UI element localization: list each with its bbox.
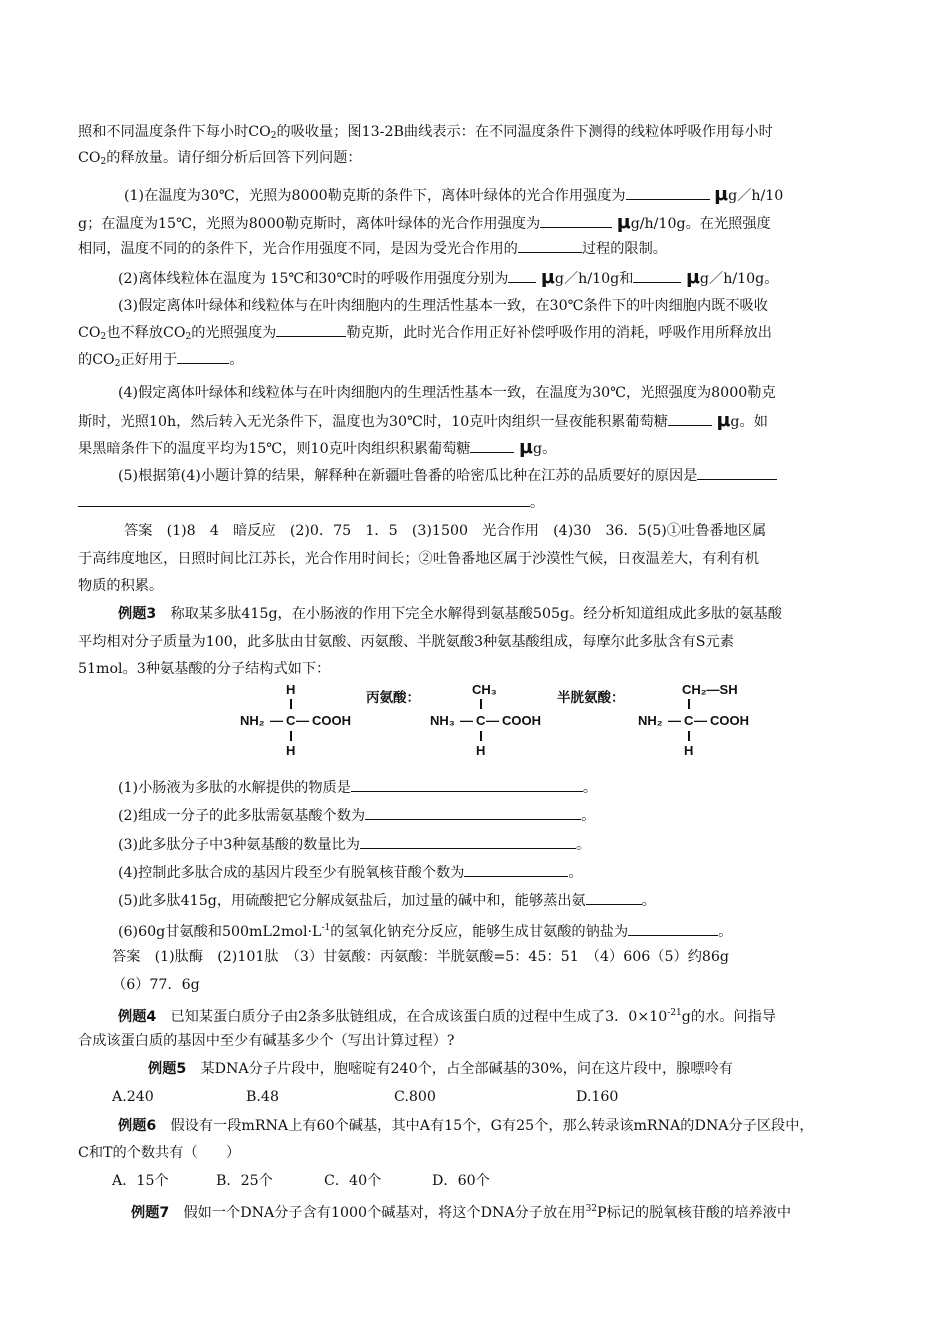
text-line: 平均相对分子质量为100，此多肽由甘氨酸、丙氨酸、半胱氨酸3种氨基酸组成，每摩尔此多肽含有S元素 (78, 634, 734, 650)
answer-blank (633, 268, 681, 283)
option: A.240 (112, 1089, 154, 1105)
glycine-structure: H NH₂ — C — COOH H (240, 682, 351, 758)
answer-line: 答案 (1)8 4 暗反应 (2)0．75 1．5 (3)1500 光合作用 (4)30 36．5(5)①吐鲁番地区属 (124, 523, 767, 539)
answer-blank (508, 268, 536, 283)
text-line: 斯时，光照10h，然后转入无光条件下，温度也为30℃时，10克叶肉组织一昼夜能积累葡萄糖 μg。如 (78, 409, 768, 431)
option: C.800 (394, 1089, 436, 1105)
option: B．25个 (216, 1173, 273, 1189)
text-line: 果黑暗条件下的温度平均为15℃，则10克叶肉组织积累葡萄糖 μg。 (78, 436, 557, 458)
cysteine-structure: CH₂—SH NH₂ — C — COOH H (638, 682, 749, 758)
question-1-line: (1)在温度为30℃，光照为8000勒克斯的条件下，离体叶绿体的光合作用强度为 μg／h/10 (124, 183, 784, 205)
text-line: C和T的个数共有（ ） (78, 1145, 241, 1161)
example-6-heading: 例题6 假设有一段mRNA上有60个碱基，其中A有15个，G有25个，那么转录该mRNA的DNA分子区段中， (118, 1118, 814, 1134)
text-line: 相同，温度不同的的条件下，光合作用强度不同，是因为受光合作用的 过程的限制。 (78, 238, 878, 259)
answer-blank (177, 349, 229, 364)
text-line: $CO_2$的释放量。请仔细分析后回答下列问题： (78, 150, 362, 167)
answer-blank (470, 438, 514, 453)
alanine-structure: CH₃ NH₃ — C — COOH H (430, 682, 541, 758)
option: A．15个 (112, 1173, 169, 1189)
answer-blank (518, 238, 582, 253)
answer-blank (586, 890, 642, 905)
alanine-label: 丙氨酸： (366, 690, 420, 706)
example-6-options (112, 1171, 912, 1191)
answer-blank (626, 185, 710, 200)
question-2-line: (2)离体线粒体在温度为 15℃和30℃时的呼吸作用强度分别为 μg／h/10g和 μg／h/10g。 (118, 266, 779, 288)
question-5-line: (5)根据第(4)小题计算的结果，解释种在新疆吐鲁番的哈密瓜比种在江苏的品质要好的原因是 (118, 465, 918, 486)
answer-blank (351, 777, 583, 792)
answer-blank (78, 492, 530, 507)
example-5-heading: 例题5 某DNA分子片段中，胞嘧啶有240个，占全部碱基的30%，问在这片段中，腺嘌呤有 (148, 1061, 733, 1077)
answer-blank (668, 411, 712, 426)
question-3-line: (3)假定离体叶绿体和线粒体与在叶肉细胞内的生理活性基本一致，在30℃条件下的叶肉细胞内既不吸收 (118, 298, 768, 314)
answer-line: 物质的积累。 (78, 578, 164, 594)
question-4-line: (4)假定离体叶绿体和线粒体与在叶肉细胞内的生理活性基本一致，在温度为30℃，光照强度为8000勒克 (118, 385, 776, 401)
example-7-heading: 例题7 假如一个DNA分子含有1000个碱基对，将这个DNA分子放在用$^{32}$P标记的脱氧核苷酸的培养液中 (131, 1204, 792, 1221)
example-5-options (112, 1087, 912, 1107)
text-line: 照和不同温度条件下每小时$CO_2$的吸收量；图13-2B曲线表示：在不同温度条件下测得的线粒体呼吸作用每小时 (78, 124, 773, 141)
option: B.48 (246, 1089, 279, 1105)
sub-question: (6)60g甘氨酸和$500mL2mol\cdot L^{-1}$的氢氧化钠充分反应，能够生成甘氨酸的钠盐为 。 (118, 923, 733, 940)
text-line: 合成该蛋白质的基因中至少有碱基多少个（写出计算过程）? (78, 1033, 455, 1049)
option: C．40个 (324, 1173, 382, 1189)
cysteine-label: 半胱氨酸： (557, 690, 625, 706)
answer-blank (365, 805, 581, 820)
answer-line: 于高纬度地区，日照时间比江苏长，光合作用时间长；②吐鲁番地区属于沙漠性气候，日夜温差大，有利有机 (78, 551, 760, 567)
option: D．60个 (432, 1173, 490, 1189)
text-line: 51mol。3种氨基酸的分子结构式如下： (78, 661, 331, 677)
answer-blank (540, 213, 612, 228)
answer-line: （6）77．6g (112, 977, 200, 993)
sub-question: (1)小肠液为多肽的水解提供的物质是 。 (118, 777, 918, 798)
answer-blank (464, 862, 568, 877)
answer-line: 答案 (1)肽酶 (2)101肽 （3）甘氨酸：丙氨酸：半胱氨酸=5：45：51 （4）606（5）约86g (112, 949, 730, 965)
example-4-heading: 例题4 已知某蛋白质分子由2条多肽链组成，在合成该蛋白质的过程中生成了3．$0\times 10^{-21}g$的水。问指导 (118, 1008, 776, 1025)
sub-question: (3)此多肽分子中3种氨基酸的数量比为 。 (118, 834, 918, 855)
sub-question: (2)组成一分子的此多肽需氨基酸个数为 。 (118, 805, 918, 826)
example-3-heading: 例题3 称取某多肽415g，在小肠液的作用下完全水解得到氨基酸505g。经分析知道组成此多肽的氨基酸 (118, 606, 782, 622)
answer-blank (276, 322, 346, 337)
answer-blank (697, 465, 777, 480)
answer-blank (628, 921, 718, 936)
answer-blank (360, 834, 576, 849)
text-line: $CO_2$也不释放$CO_2$的光照强度为 勒克斯，此时光合作用正好补偿呼吸作用的消耗，呼吸作用所释放出 (78, 322, 878, 347)
text-line: 。 (78, 492, 878, 513)
sub-question: (4)控制此多肽合成的基因片段至少有脱氧核苷酸个数为 。 (118, 862, 918, 883)
text-line: g；在温度为15℃，光照为8000勒克斯时，离体叶绿体的光合作用强度为 μg/h/10g。在光照强度 (78, 211, 771, 233)
sub-question: (5)此多肽415g，用硫酸把它分解成氨盐后，加过量的碱中和，能够蒸出氨 。 (118, 890, 918, 911)
text-line: 的$CO_2$正好用于 。 (78, 349, 878, 374)
option: D.160 (576, 1089, 619, 1105)
